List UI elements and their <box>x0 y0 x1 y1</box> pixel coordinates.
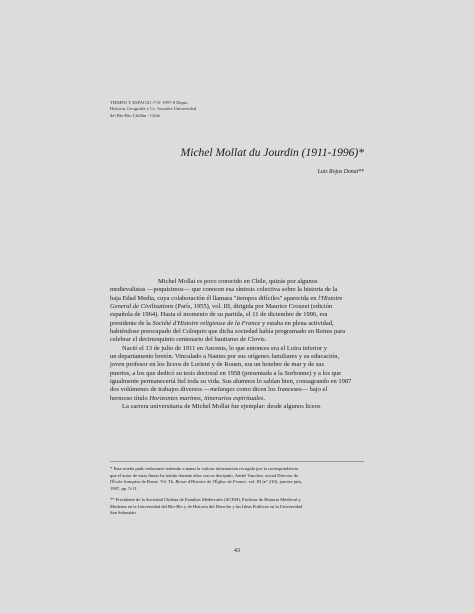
body-line: Nació el 13 de julio de 1911 en Ancenis, lo que entonces era el Loira inferior y <box>122 344 327 352</box>
body-line: española de 1964). Hasta el momento de su partida, el 11 de diciembre de 1996, era <box>110 311 328 319</box>
article-author: Luis Rojas Donat** <box>317 169 364 175</box>
body-line: puertos, a los que dedicó su tesis doctoral en 1958 (presentada a la Sorbonne) y a los que <box>110 369 342 377</box>
body-line: hermoso título Horizontes marinos, itinerarios espirituales. <box>110 394 266 402</box>
page-number: 43 <box>234 548 240 554</box>
body-line: baja Edad Media, cuya colaboración él llamara "tiempos difíciles" aparecida en l'Histoire <box>110 294 343 302</box>
body-line: dos volúmenes de trabajos diversos —melanges como dicen los franceses— bajo el <box>110 386 328 394</box>
footnote-1 <box>110 466 364 492</box>
body-line: La carrera universitaria de Michel Mollat fue ejemplar: desde algunos liceos <box>122 403 321 411</box>
footnote-line: que el autor de estas líneas ha tenido durante años con su discípulo, André Vauchez, actual Director de <box>110 472 299 478</box>
article-title: Michel Mollat du Jourdin (1911-1996)* <box>180 147 364 159</box>
footnote-line: * Esta reseña pudo redactarse teniendo a mano la valiosa información recogida por la correspondencia <box>110 466 299 471</box>
body-line: habiéndose preocupado del Coloquio que dicha sociedad había programado en Reims para <box>110 328 346 336</box>
article-body <box>110 278 364 412</box>
footnote-line: 1997, pp. 5-11. <box>110 485 138 491</box>
footnote-divider <box>110 461 364 462</box>
footnote-line: Moderna en la Universidad del Bío-Bío y de Historia del Derecho y las Ideas Políticas en la Universidad <box>110 503 303 509</box>
header-line: TIEMPO Y ESPACIO /7-8/ 1997-8 Depto. <box>110 100 189 105</box>
footnote-2 <box>110 497 364 517</box>
footnote-line: San Sebastián. <box>110 510 137 515</box>
body-line: Michel Mollat es poco conocido en Chile, quizás por algunos <box>158 278 318 285</box>
body-line: joven profesor en los liceos de Lorient y de Rouen, era un hombre de mar y de sus <box>110 361 325 369</box>
header-line: del Bío-Bío Chillán - Chile <box>110 112 161 118</box>
footnote-line: l'École française de Rome. Vd. Th. Revue d'Histoire de l'Église de France, vol. 83 (nº 210), janvier-juin, <box>110 479 302 484</box>
footnote-line: ** Presidente de la Sociedad Chilena de Estudios Medievales (SCEM), Profesor de Historia Medieval y <box>110 497 301 502</box>
body-line: un departamento bretón. Vinculado a Nantes por sus orígenes familiares y su educación, <box>110 353 340 361</box>
journal-header <box>110 100 310 119</box>
body-line: celebrar el decimoquinto centenario del bautismo de Clovis. <box>110 336 267 344</box>
footnotes <box>110 466 364 522</box>
body-line: General de Civilisations (París, 1955), vol. III, dirigida por Maurice Crouzet (edición <box>110 303 333 311</box>
body-line: medievalistas —poquísimos— que conocen esa síntesis colectiva sobre la historia de la <box>110 286 338 294</box>
body-line: presidente de la Société d'Histoire religieuse de la France y estaba en plena actividad, <box>110 319 334 327</box>
header-line: Historia, Geografía y Cs. Sociales Universidad <box>110 106 197 112</box>
body-line: igualmente permaneceriá fiel toda su vida. Sus alumnos lo sabían bien, consagrando en 1987 <box>110 378 352 386</box>
